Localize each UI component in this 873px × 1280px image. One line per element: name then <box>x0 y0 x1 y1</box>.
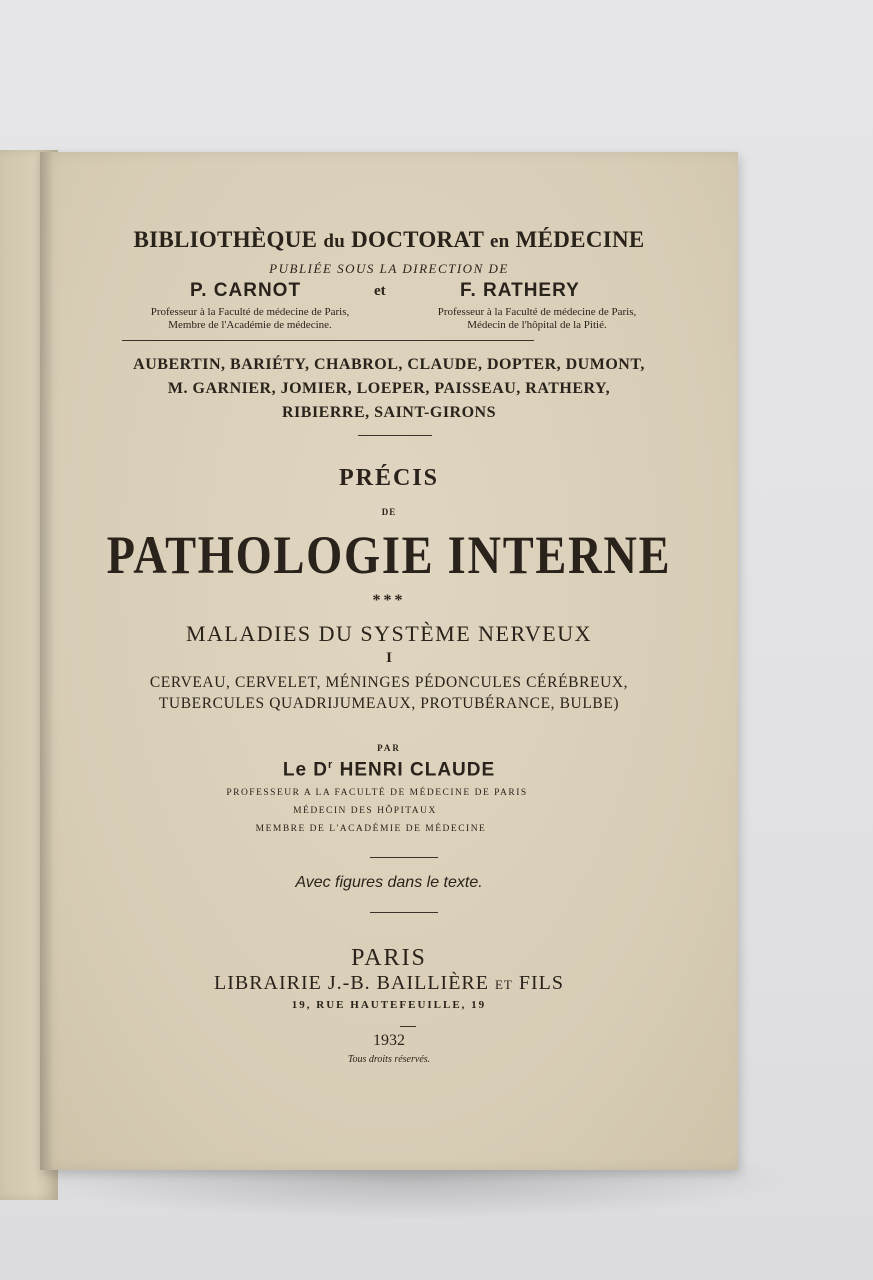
director-left-affiliation: Professeur à la Faculté de médecine de Paris, Membre de l'Académie de médecine. <box>150 306 350 331</box>
contributors-line-3: RIBIERRE, SAINT-GIRONS <box>281 404 497 421</box>
figures-note: Avec figures dans le texte. <box>295 874 483 891</box>
divider <box>370 912 438 913</box>
contents-line-2: TUBERCULES QUADRIJUMEAUX, PROTUBÉRANCE, BULBE) <box>158 695 620 712</box>
title-page <box>40 152 738 1170</box>
series-title: BIBLIOTHÈQUE du DOCTORAT en MÉDECINE <box>133 227 645 252</box>
volume-number: I <box>386 650 392 666</box>
divider <box>122 340 534 341</box>
book-precis: PRÉCIS <box>338 465 440 491</box>
contributors-line-2: M. GARNIER, JOMIER, LOEPER, PAISSEAU, RATHERY, <box>167 380 611 397</box>
director-conjunction: et <box>374 283 386 299</box>
director-right-affiliation: Professeur à la Faculté de médecine de Paris, Médecin de l'hôpital de la Pitié. <box>437 306 637 331</box>
imprint-rights: Tous droits réservés. <box>347 1054 431 1065</box>
book-de: DE <box>381 507 397 517</box>
director-right-name: F. RATHERY <box>460 280 580 301</box>
volume-stars: *** <box>372 592 406 609</box>
imprint-publisher: LIBRAIRIE J.-B. BAILLIÈRE ET FILS <box>214 972 564 994</box>
divider <box>400 1026 416 1027</box>
book-title: PATHOLOGIE INTERNE <box>106 525 672 585</box>
contributors-line-1: AUBERTIN, BARIÉTY, CHABROL, CLAUDE, DOPTER, DUMONT, <box>133 356 645 373</box>
divider <box>370 857 438 858</box>
contents-line-1: CERVEAU, CERVELET, MÉNINGES PÉDONCULES CÉRÉBREUX, <box>149 674 629 691</box>
imprint-address: 19, RUE HAUTEFEUILLE, 19 <box>291 999 487 1011</box>
page-gutter <box>40 152 54 1170</box>
imprint-city: PARIS <box>351 945 427 971</box>
series-direction-line: PUBLIÉE SOUS LA DIRECTION DE <box>269 261 509 276</box>
book-subject: MALADIES DU SYSTÈME NERVEUX <box>185 621 592 646</box>
author-title-1: PROFESSEUR A LA FACULTÉ DE MÉDECINE DE PARIS <box>226 788 528 798</box>
author-par: PAR <box>377 743 401 753</box>
author-title-2: MÉDECIN DES HÔPITAUX <box>293 806 437 816</box>
director-left-name: P. CARNOT <box>190 280 302 301</box>
author-name: Le $D^r$ HENRI CLAUDE <box>282 759 496 781</box>
imprint-year: 1932 <box>373 1032 405 1049</box>
divider <box>358 435 432 436</box>
author-title-3: MEMBRE DE L'ACADÉMIE DE MÉDECINE <box>255 824 487 834</box>
